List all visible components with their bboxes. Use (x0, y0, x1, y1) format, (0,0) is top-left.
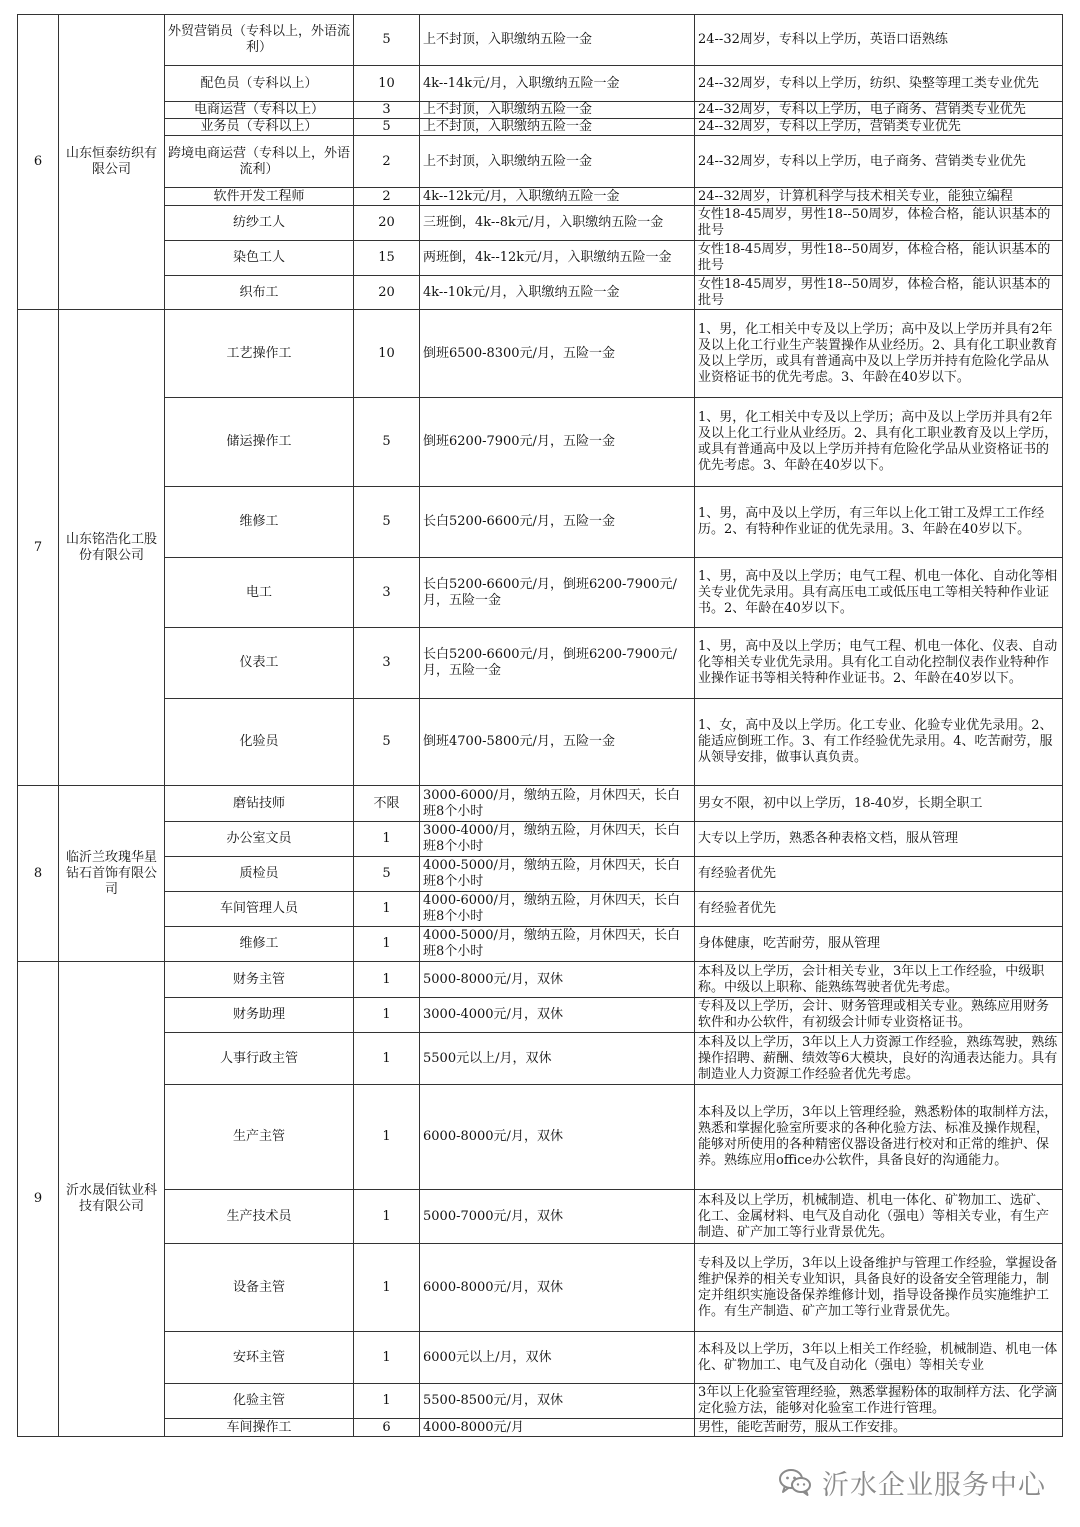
job-count: 1 (354, 927, 420, 962)
job-pay: 4000-5000/月，缴纳五险，月休四天，长白班8个小时 (420, 857, 695, 892)
table-row (18, 206, 1063, 241)
job-count: 10 (354, 310, 420, 398)
job-requirements: 大专以上学历，熟悉各种表格文档，服从管理 (695, 822, 1063, 857)
job-title: 化验员 (165, 699, 354, 786)
job-requirements: 男女不限，初中以上学历，18-40岁，长期全职工 (695, 786, 1063, 822)
job-requirements: 24--32周岁，专科以上学历，纺织、染整等理工类专业优先 (695, 66, 1063, 102)
job-pay: 两班倒，4k--12k元/月，入职缴纳五险一金 (420, 241, 695, 276)
job-pay: 倒班4700-5800元/月，五险一金 (420, 699, 695, 786)
job-count: 10 (354, 66, 420, 102)
company-number: 7 (18, 310, 59, 786)
table-row (18, 1384, 1063, 1419)
job-title: 外贸营销员（专科以上，外语流利） (165, 15, 354, 66)
recruitment-table (17, 14, 1063, 1437)
job-pay: 长白5200-6600元/月，倒班6200-7900元/月，五险一金 (420, 558, 695, 628)
job-title: 财务主管 (165, 962, 354, 998)
job-requirements: 24--32周岁，专科以上学历，英语口语熟练 (695, 15, 1063, 66)
job-pay: 5000-8000元/月，双休 (420, 962, 695, 998)
table-row (18, 276, 1063, 310)
table-row (18, 1033, 1063, 1085)
job-count: 5 (354, 15, 420, 66)
job-count: 1 (354, 1033, 420, 1085)
job-pay: 4000-5000/月，缴纳五险，月休四天，长白班8个小时 (420, 927, 695, 962)
job-requirements: 本科及以上学历，3年以上相关工作经验，机械制造、机电一体化、矿物加工、电气及自动化（强电）等相关专业 (695, 1332, 1063, 1384)
job-title: 纺纱工人 (165, 206, 354, 241)
table-row (18, 1190, 1063, 1244)
job-requirements: 24--32周岁，专科以上学历，电子商务、营销类专业优先 (695, 102, 1063, 119)
job-requirements: 3年以上化验室管理经验，熟悉掌握粉体的取制样方法、化学滴定化验方法，能够对化验室工作进行管理。 (695, 1384, 1063, 1419)
table-row (18, 487, 1063, 558)
job-requirements: 女性18-45周岁，男性18--50周岁，体检合格，能认识基本的批号 (695, 276, 1063, 310)
job-count: 15 (354, 241, 420, 276)
job-requirements: 男性，能吃苦耐劳，服从工作安排。 (695, 1419, 1063, 1437)
job-pay: 3000-4000元/月，双休 (420, 998, 695, 1033)
job-count: 5 (354, 857, 420, 892)
job-requirements: 1、男，高中及以上学历；电气工程、机电一体化、仪表、自动化等相关专业优先录用。具有化工自动化控制仪表作业特种作业操作证书等相关特种作业证书。2、年龄在40岁以下。 (695, 628, 1063, 699)
job-count: 5 (354, 119, 420, 136)
job-title: 染色工人 (165, 241, 354, 276)
job-title: 织布工 (165, 276, 354, 310)
job-title: 质检员 (165, 857, 354, 892)
table-row (18, 1332, 1063, 1384)
job-title: 生产主管 (165, 1085, 354, 1190)
footer-text: 沂水企业服务中心 (822, 1469, 1046, 1501)
table-row (18, 1244, 1063, 1332)
job-title: 跨境电商运营（专科以上，外语流利） (165, 136, 354, 188)
company-name: 临沂兰玫瑰华星钻石首饰有限公司 (59, 786, 165, 962)
job-requirements: 1、男，化工相关中专及以上学历；高中及以上学历并具有2年及以上化工行业从业经历。2、具有化工职业教育及以上学历，或具有普通高中及以上学历并持有危险化学品从业资格证书的优先考虑。3、年龄在40岁以下。 (695, 398, 1063, 487)
table-row (18, 119, 1063, 136)
table-row (18, 628, 1063, 699)
job-pay: 3000-4000/月，缴纳五险，月休四天，长白班8个小时 (420, 822, 695, 857)
job-pay: 倒班6200-7900元/月，五险一金 (420, 398, 695, 487)
company-number: 8 (18, 786, 59, 962)
job-pay: 3000-6000/月，缴纳五险，月休四天，长白班8个小时 (420, 786, 695, 822)
table-row (18, 822, 1063, 857)
job-requirements: 专科及以上学历，会计、财务管理或相关专业。熟练应用财务软件和办公软件，有初级会计师专业资格证书。 (695, 998, 1063, 1033)
job-pay: 5000-7000元/月，双休 (420, 1190, 695, 1244)
job-requirements: 24--32周岁，专科以上学历，营销类专业优先 (695, 119, 1063, 136)
job-title: 维修工 (165, 927, 354, 962)
company-number: 9 (18, 962, 59, 1437)
job-requirements: 1、男，高中及以上学历，有三年以上化工钳工及焊工工作经历。2、有特种作业证的优先录用。3、年龄在40岁以下。 (695, 487, 1063, 558)
job-pay: 长白5200-6600元/月，倒班6200-7900元/月，五险一金 (420, 628, 695, 699)
job-count: 2 (354, 136, 420, 188)
job-count: 5 (354, 699, 420, 786)
job-count: 2 (354, 188, 420, 206)
wechat-icon (778, 1467, 812, 1497)
job-pay: 长白5200-6600元/月，五险一金 (420, 487, 695, 558)
watermark-footer (778, 1462, 1046, 1502)
job-count: 20 (354, 206, 420, 241)
table-row (18, 998, 1063, 1033)
job-count: 1 (354, 962, 420, 998)
table-row (18, 66, 1063, 102)
job-title: 磨钻技师 (165, 786, 354, 822)
job-requirements: 24--32周岁，计算机科学与技术相关专业，能独立编程 (695, 188, 1063, 206)
job-pay: 5500-8500元/月，双休 (420, 1384, 695, 1419)
job-pay: 上不封顶，入职缴纳五险一金 (420, 119, 695, 136)
job-title: 储运操作工 (165, 398, 354, 487)
job-pay: 5500元以上/月，双休 (420, 1033, 695, 1085)
job-count: 1 (354, 1332, 420, 1384)
job-pay: 4k--12k元/月，入职缴纳五险一金 (420, 188, 695, 206)
table-row (18, 786, 1063, 822)
job-requirements: 有经验者优先 (695, 857, 1063, 892)
job-requirements: 1、女，高中及以上学历。化工专业、化验专业优先录用。2、能适应倒班工作。3、有工作经验优先录用。4、吃苦耐劳，服从领导安排，做事认真负责。 (695, 699, 1063, 786)
job-pay: 上不封顶，入职缴纳五险一金 (420, 136, 695, 188)
job-requirements: 女性18-45周岁，男性18--50周岁，体检合格，能认识基本的批号 (695, 241, 1063, 276)
job-count: 1 (354, 1085, 420, 1190)
job-pay: 上不封顶，入职缴纳五险一金 (420, 102, 695, 119)
job-pay: 三班倒，4k--8k元/月，入职缴纳五险一金 (420, 206, 695, 241)
table-row (18, 927, 1063, 962)
job-count: 1 (354, 998, 420, 1033)
job-title: 工艺操作工 (165, 310, 354, 398)
table-row (18, 699, 1063, 786)
job-title: 安环主管 (165, 1332, 354, 1384)
job-title: 业务员（专科以上） (165, 119, 354, 136)
table-row (18, 136, 1063, 188)
job-requirements: 本科及以上学历，会计相关专业，3年以上工作经验，中级职称。中级以上职称、能熟练驾驶者优先考虑。 (695, 962, 1063, 998)
job-requirements: 本科及以上学历，机械制造、机电一体化、矿物加工、选矿、化工、金属材料、电气及自动化（强电）等相关专业，有生产制造、矿产加工等行业背景优先。 (695, 1190, 1063, 1244)
job-title: 财务助理 (165, 998, 354, 1033)
company-number: 6 (18, 15, 59, 310)
table-row (18, 1085, 1063, 1190)
job-pay: 4k--14k元/月，入职缴纳五险一金 (420, 66, 695, 102)
job-count: 1 (354, 892, 420, 927)
job-title: 人事行政主管 (165, 1033, 354, 1085)
job-requirements: 1、男，化工相关中专及以上学历；高中及以上学历并具有2年及以上化工行业生产装置操作从业经历。2、具有化工职业教育及以上学历，或具有普通高中及以上学历并持有危险化学品从业资格证书的优先考虑。3、年龄在40岁以下。 (695, 310, 1063, 398)
table-row (18, 15, 1063, 66)
job-count: 3 (354, 558, 420, 628)
job-requirements: 24--32周岁，专科以上学历，电子商务、营销类专业优先 (695, 136, 1063, 188)
job-count: 3 (354, 628, 420, 699)
job-requirements: 本科及以上学历，3年以上管理经验，熟悉粉体的取制样方法，熟悉和掌握化验室所要求的各种化验方法、标准及操作规程，能够对所使用的各种精密仪器设备进行校对和正常的维护、保养。熟练应用office办公软件，具备良好的沟通能力。 (695, 1085, 1063, 1190)
job-pay: 上不封顶，入职缴纳五险一金 (420, 15, 695, 66)
job-count: 3 (354, 102, 420, 119)
job-count: 6 (354, 1419, 420, 1437)
job-pay: 6000-8000元/月，双休 (420, 1244, 695, 1332)
company-name: 山东铭浩化工股份有限公司 (59, 310, 165, 786)
job-title: 电商运营（专科以上） (165, 102, 354, 119)
job-count: 5 (354, 487, 420, 558)
table-row (18, 1419, 1063, 1437)
job-count: 20 (354, 276, 420, 310)
job-title: 电工 (165, 558, 354, 628)
table-row (18, 241, 1063, 276)
job-title: 维修工 (165, 487, 354, 558)
job-pay: 6000元以上/月，双休 (420, 1332, 695, 1384)
job-count: 不限 (354, 786, 420, 822)
job-requirements: 1、男，高中及以上学历；电气工程、机电一体化、自动化等相关专业优先录用。具有高压电工或低压电工等相关特种作业证书。2、年龄在40岁以下。 (695, 558, 1063, 628)
table-row (18, 310, 1063, 398)
job-title: 软件开发工程师 (165, 188, 354, 206)
job-count: 1 (354, 1384, 420, 1419)
job-pay: 倒班6500-8300元/月，五险一金 (420, 310, 695, 398)
job-title: 办公室文员 (165, 822, 354, 857)
company-name: 沂水晟佰钛业科技有限公司 (59, 962, 165, 1437)
job-requirements: 专科及以上学历，3年以上设备维护与管理工作经验，掌握设备维护保养的相关专业知识，具备良好的设备安全管理能力，制定并组织实施设备保养维修计划，指导设备操作员实施维护工作。有生产制造、矿产加工等行业背景优先。 (695, 1244, 1063, 1332)
job-pay: 4000-8000元/月 (420, 1419, 695, 1437)
table-row (18, 857, 1063, 892)
job-count: 1 (354, 822, 420, 857)
job-title: 生产技术员 (165, 1190, 354, 1244)
job-pay: 4000-6000/月，缴纳五险，月休四天，长白班8个小时 (420, 892, 695, 927)
job-count: 1 (354, 1190, 420, 1244)
company-name: 山东恒泰纺织有限公司 (59, 15, 165, 310)
job-title: 化验主管 (165, 1384, 354, 1419)
table-row (18, 398, 1063, 487)
job-pay: 6000-8000元/月，双休 (420, 1085, 695, 1190)
job-pay: 4k--10k元/月，入职缴纳五险一金 (420, 276, 695, 310)
table-row (18, 892, 1063, 927)
job-count: 5 (354, 398, 420, 487)
job-requirements: 本科及以上学历，3年以上人力资源工作经验，熟练驾驶，熟练操作招聘、薪酬、绩效等6大模块，良好的沟通表达能力。具有制造业人力资源工作经验者优先考虑。 (695, 1033, 1063, 1085)
table-row (18, 188, 1063, 206)
job-requirements: 有经验者优先 (695, 892, 1063, 927)
job-count: 1 (354, 1244, 420, 1332)
job-requirements: 身体健康，吃苦耐劳，服从管理 (695, 927, 1063, 962)
job-title: 车间操作工 (165, 1419, 354, 1437)
table-row (18, 558, 1063, 628)
job-requirements: 女性18-45周岁，男性18--50周岁，体检合格，能认识基本的批号 (695, 206, 1063, 241)
table-row (18, 102, 1063, 119)
table-row (18, 962, 1063, 998)
job-title: 配色员（专科以上） (165, 66, 354, 102)
job-title: 设备主管 (165, 1244, 354, 1332)
job-title: 仪表工 (165, 628, 354, 699)
job-title: 车间管理人员 (165, 892, 354, 927)
